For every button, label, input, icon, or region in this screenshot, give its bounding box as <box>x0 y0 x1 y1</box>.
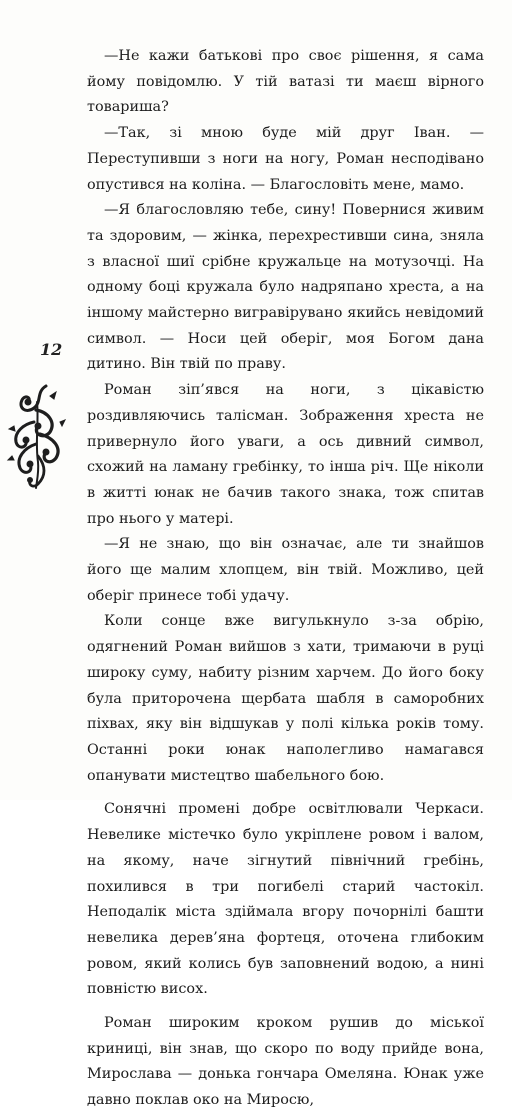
page-number: 12 <box>40 340 63 359</box>
paragraph: Роман широким кроком рушив до міської криниці, він знав, що скоро по воду прийде вона, Мирослава — донька гончара Омеляна. Юнак уже давно поклав око на Миросю, <box>87 1015 484 1109</box>
body-text <box>87 44 484 1114</box>
paragraph: —Не кажи батькові про своє рішення, я сама йому повідомлю. У тій ватазі ти маєш вірного товариша? <box>87 48 484 116</box>
paragraph: —Я благословляю тебе, сину! Повернися живим та здоровим, — жінка, перехрестивши сина, зняла з власної шиї срібне кружальце на мотузочці. На одному боці кружала було надряпано хреста, а на іншому майстерно вигравірувано якийсь невідомий символ. — Носи цей оберіг, моя Богом дана дитино. Він твій по праву. <box>87 202 484 373</box>
paragraph: —Я не знаю, що він означає, але ти знайшов його ще малим хлопцем, він твій. Можливо, цей оберіг принесе тобі удачу. <box>87 536 484 604</box>
paragraph: —Так, зі мною буде мій друг Іван. — Переступивши з ноги на ногу, Роман несподівано опустився на коліна. — Благословіть мене, мамо. <box>87 125 484 193</box>
paragraph: Роман зіп’явся на ноги, з цікавістю роздивляючись талісман. Зображення хреста не привернуло його уваги, а ось дивний символ, схожий на ламану гребінку, то інша річ. Ще ніколи в житті юнак не бачив такого знака, тож спитав про нього у матері. <box>87 382 484 527</box>
paragraph: Коли сонце вже вигулькнуло з-за обрію, одягнений Роман вийшов з хати, тримаючи в руці широку суму, набиту різним харчем. До його боку була приторочена щербата шабля в саморобних піхвах, яку він відшукав у полі кілька років тому. Останні роки юнак наполегливо намагався опанувати мистецтво шабельного бою. <box>87 613 484 784</box>
baroque-flourish-icon <box>6 382 68 492</box>
paragraph: Сонячні промені добре освітлювали Черкаси. Невелике містечко було укріплене ровом і валом, на якому, наче зігнутий північний гребінь, похилився в три погибелі старий частокіл. Неподалік міста здіймала вгору почорнілі башти невелика дерев’яна фортеця, оточена глибоким ровом, який колись був заповнений водою, а нині повністю висох. <box>87 801 484 998</box>
